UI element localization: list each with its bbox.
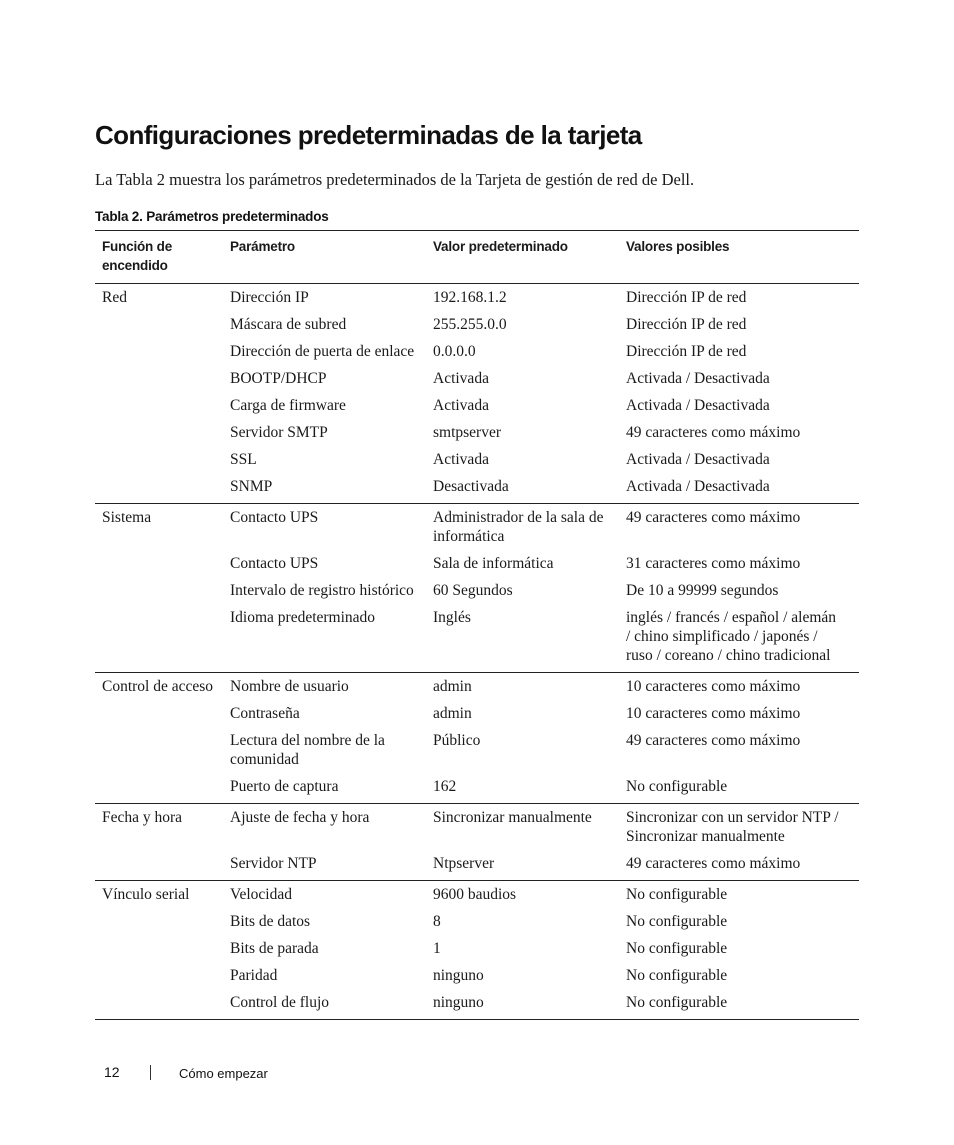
page-number: 12 (104, 1064, 120, 1080)
possible-values-cell: Dirección IP de red (626, 343, 747, 360)
parameter-cell: Bits de parada (230, 940, 319, 957)
table-group (95, 504, 859, 673)
parameter-cell: Idioma predeterminado (230, 609, 376, 626)
default-value-cell: Público (433, 732, 481, 749)
default-value-cell: Administrador de la sala de informática (433, 509, 604, 545)
parameter-cell: Paridad (230, 967, 278, 984)
possible-values-cell: 10 caracteres como máximo (626, 678, 801, 695)
table-group (95, 673, 859, 804)
parameter-cell: Dirección de puerta de enlace (230, 343, 415, 360)
possible-values-cell: Activada / Desactivada (626, 397, 770, 414)
possible-values-cell: 49 caracteres como máximo (626, 424, 801, 441)
table-row (95, 804, 859, 854)
default-value-cell: Activada (433, 451, 489, 468)
parameter-cell: Dirección IP (230, 289, 309, 306)
table-group (95, 284, 859, 504)
parameter-cell: Carga de firmware (230, 397, 346, 414)
parameter-cell: SNMP (230, 478, 273, 495)
table-group (95, 881, 859, 1020)
header-possible-values: Valores posibles (619, 231, 859, 284)
possible-values-cell: Activada / Desactivada (626, 478, 770, 495)
function-cell: Fecha y hora (102, 809, 183, 826)
default-value-cell: admin (433, 678, 472, 695)
table-header-row (95, 231, 859, 284)
default-value-cell: 8 (433, 913, 441, 930)
parameter-cell: Contraseña (230, 705, 300, 722)
parameter-cell: Servidor NTP (230, 855, 317, 872)
footer-divider (150, 1065, 151, 1080)
possible-values-cell: Dirección IP de red (626, 289, 747, 306)
parameter-cell: Bits de datos (230, 913, 311, 930)
default-value-cell: 9600 baudios (433, 886, 517, 903)
possible-values-cell: 31 caracteres como máximo (626, 555, 801, 572)
parameter-cell: Lectura del nombre de la comunidad (230, 732, 385, 768)
function-cell: Vínculo serial (102, 886, 190, 903)
function-cell: Red (102, 289, 127, 306)
function-cell: Control de acceso (102, 678, 214, 695)
table-row (95, 504, 859, 554)
default-value-cell: admin (433, 705, 472, 722)
possible-values-cell: Dirección IP de red (626, 316, 747, 333)
parameter-cell: Velocidad (230, 886, 292, 903)
parameter-cell: Puerto de captura (230, 778, 339, 795)
possible-values-cell: No configurable (626, 778, 728, 795)
possible-values-cell: 49 caracteres como máximo (626, 509, 801, 526)
table-group (95, 804, 859, 881)
parameter-cell: Nombre de usuario (230, 678, 349, 695)
default-value-cell: Activada (433, 370, 489, 387)
default-value-cell: 162 (433, 778, 457, 795)
default-value-cell: ninguno (433, 994, 484, 1011)
page-title: Configuraciones predeterminadas de la tarjeta (95, 120, 642, 150)
default-value-cell: 60 Segundos (433, 582, 513, 599)
default-value-cell: 1 (433, 940, 441, 957)
possible-values-cell: Activada / Desactivada (626, 451, 770, 468)
footer-section-title: Cómo empezar (179, 1066, 268, 1081)
parameter-cell: Intervalo de registro histórico (230, 582, 414, 599)
parameter-cell: Contacto UPS (230, 555, 319, 572)
default-value-cell: smtpserver (433, 424, 502, 441)
header-function: Función de encendido (95, 231, 223, 284)
possible-values-cell: No configurable (626, 886, 728, 903)
parameters-table (95, 230, 859, 1020)
possible-values-cell: 49 caracteres como máximo (626, 855, 801, 872)
default-value-cell: ninguno (433, 967, 484, 984)
default-value-cell: Sala de informática (433, 555, 554, 572)
possible-values-cell: No configurable (626, 940, 728, 957)
parameter-cell: SSL (230, 451, 257, 468)
possible-values-cell: 10 caracteres como máximo (626, 705, 801, 722)
default-value-cell: 255.255.0.0 (433, 316, 507, 333)
intro-paragraph: La Tabla 2 muestra los parámetros predeterminados de la Tarjeta de gestión de red de Dell. (95, 170, 695, 189)
possible-values-cell: inglés / francés / español / alemán / chino simplificado / japonés / ruso / coreano / chino tradicional (626, 609, 837, 664)
possible-values-cell: No configurable (626, 994, 728, 1011)
default-value-cell: Sincronizar manualmente (433, 809, 592, 826)
parameter-cell: BOOTP/DHCP (230, 370, 327, 387)
default-value-cell: Activada (433, 397, 489, 414)
possible-values-cell: De 10 a 99999 segundos (626, 582, 779, 599)
function-cell: Sistema (102, 509, 152, 526)
default-value-cell: Inglés (433, 609, 471, 626)
table-row (95, 881, 859, 912)
parameter-cell: Contacto UPS (230, 509, 319, 526)
table-caption: Tabla 2. Parámetros predeterminados (95, 209, 329, 224)
parameter-cell: Máscara de subred (230, 316, 347, 333)
default-value-cell: Ntpserver (433, 855, 495, 872)
table-row (95, 673, 859, 704)
possible-values-cell: No configurable (626, 913, 728, 930)
parameter-cell: Control de flujo (230, 994, 330, 1011)
possible-values-cell: Sincronizar con un servidor NTP / Sincronizar manualmente (626, 809, 839, 845)
parameter-cell: Servidor SMTP (230, 424, 328, 441)
default-value-cell: Desactivada (433, 478, 509, 495)
table-row (95, 284, 859, 315)
possible-values-cell: 49 caracteres como máximo (626, 732, 801, 749)
default-value-cell: 0.0.0.0 (433, 343, 476, 360)
header-parameter: Parámetro (223, 231, 426, 284)
possible-values-cell: No configurable (626, 967, 728, 984)
default-value-cell: 192.168.1.2 (433, 289, 507, 306)
header-default-value: Valor predeterminado (426, 231, 619, 284)
possible-values-cell: Activada / Desactivada (626, 370, 770, 387)
parameter-cell: Ajuste de fecha y hora (230, 809, 370, 826)
